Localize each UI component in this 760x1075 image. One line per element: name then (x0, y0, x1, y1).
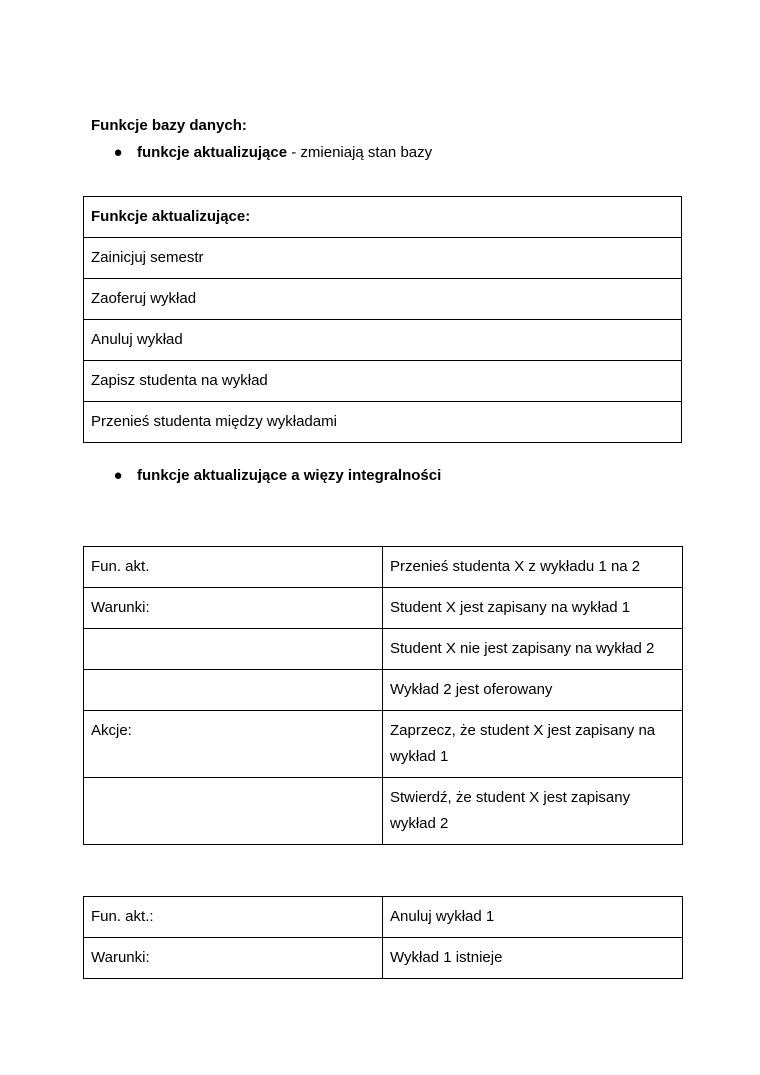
table-value-cell: Wykład 1 istnieje (383, 938, 683, 979)
table-cell: Anuluj wykład (84, 320, 682, 361)
table-row (84, 588, 683, 629)
table-label-cell (84, 629, 383, 670)
bullet-text (137, 143, 432, 163)
table-value-cell: Anuluj wykład 1 (383, 897, 683, 938)
table-label-cell: Akcje: (84, 711, 383, 778)
table-row (84, 670, 683, 711)
transfer-student-table (83, 546, 683, 845)
table-row (84, 361, 682, 402)
table-row (84, 778, 683, 845)
table-row (84, 402, 682, 443)
table-row (84, 238, 682, 279)
bullet-bold-text: funkcje aktualizujące a więzy integralności (137, 467, 442, 484)
bullet-dot-icon: ● (113, 144, 123, 161)
table-value-cell: Student X jest zapisany na wykład 1 (383, 588, 683, 629)
section-heading: Funkcje bazy danych: (91, 117, 247, 134)
table-row (84, 711, 683, 778)
table-row (84, 897, 683, 938)
table-header-cell: Funkcje aktualizujące: (84, 197, 682, 238)
table-value-cell: Przenieś studenta X z wykładu 1 na 2 (383, 547, 683, 588)
table-cell: Przenieś studenta między wykładami (84, 402, 682, 443)
table-label-cell: Fun. akt. (84, 547, 383, 588)
bullet-bold-text: funkcje aktualizujące (137, 144, 288, 161)
table-row (84, 197, 682, 238)
table-label-cell (84, 778, 383, 845)
table-label-cell (84, 670, 383, 711)
table-row (84, 320, 682, 361)
bullet-rest-text: - zmieniają stan bazy (287, 144, 433, 161)
table-value-cell: Zaprzecz, że student X jest zapisany na wykład 1 (383, 711, 683, 778)
table-row (84, 629, 683, 670)
bullet-dot-icon: ● (113, 467, 123, 484)
table-value-cell: Wykład 2 jest oferowany (383, 670, 683, 711)
table-label-cell: Warunki: (84, 938, 383, 979)
table-value-cell: Student X nie jest zapisany na wykład 2 (383, 629, 683, 670)
table-cell: Zapisz studenta na wykład (84, 361, 682, 402)
table-row (84, 279, 682, 320)
table-label-cell: Warunki: (84, 588, 383, 629)
update-functions-table (83, 196, 682, 443)
table-cell: Zaoferuj wykład (84, 279, 682, 320)
table-value-cell: Stwierdź, że student X jest zapisany wykład 2 (383, 778, 683, 845)
table-row (84, 547, 683, 588)
cancel-lecture-table (83, 896, 683, 979)
table-row (84, 938, 683, 979)
table-label-cell: Fun. akt.: (84, 897, 383, 938)
table-cell: Zainicjuj semestr (84, 238, 682, 279)
